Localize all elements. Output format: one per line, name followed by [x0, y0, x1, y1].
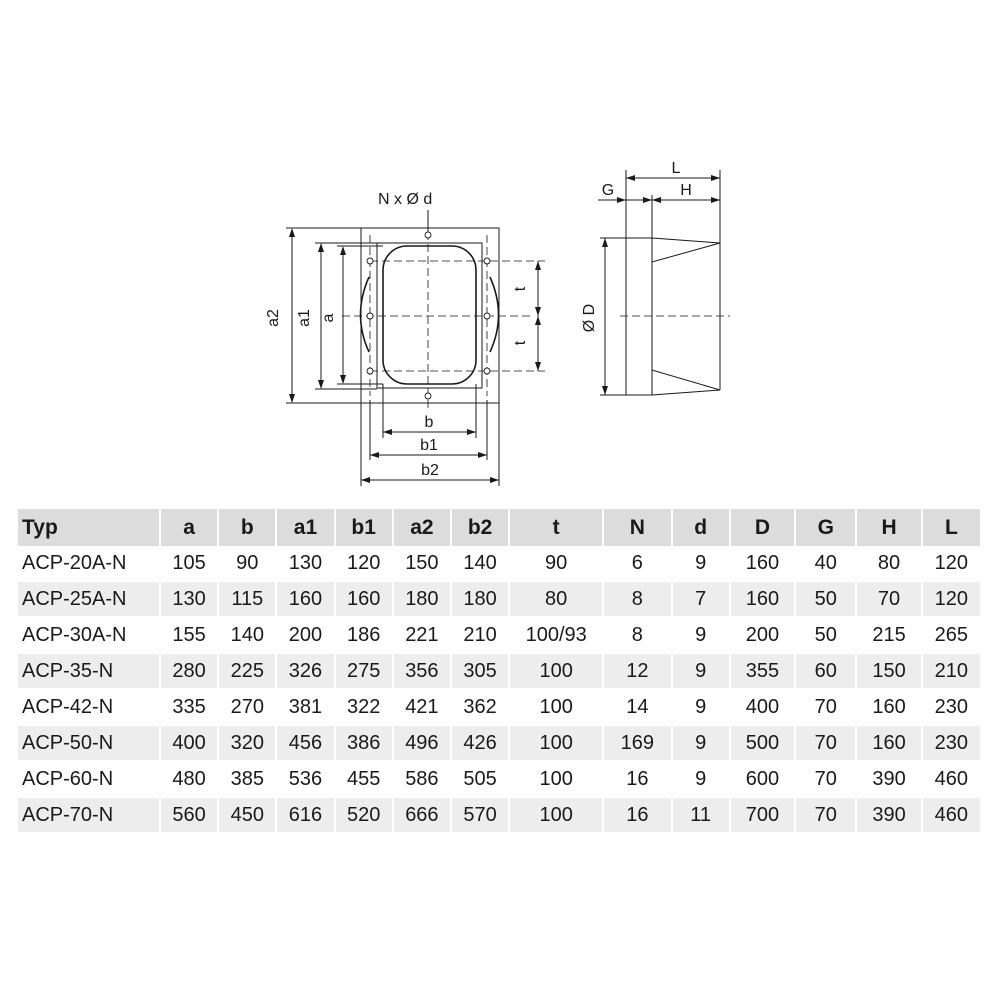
value-cell: 386	[336, 726, 394, 762]
value-cell: 80	[510, 582, 604, 618]
value-cell: 280	[161, 654, 219, 690]
value-cell: 169	[604, 726, 672, 762]
dimension-table	[18, 509, 980, 834]
value-cell: 100	[510, 654, 604, 690]
duct-outline	[383, 246, 476, 384]
column-header: a2	[394, 509, 452, 546]
value-cell: 9	[673, 654, 731, 690]
value-cell: 616	[277, 798, 335, 834]
value-cell: 140	[219, 618, 277, 654]
value-cell: 221	[394, 618, 452, 654]
value-cell: 400	[161, 726, 219, 762]
value-cell: 130	[161, 582, 219, 618]
value-cell: 50	[796, 582, 857, 618]
dimension-G	[598, 182, 652, 203]
value-cell: 186	[336, 618, 394, 654]
value-cell: 160	[277, 582, 335, 618]
value-cell: 100	[510, 798, 604, 834]
table-row	[18, 546, 980, 582]
value-cell: 100/93	[510, 618, 604, 654]
value-cell: 150	[394, 546, 452, 582]
value-cell: 9	[673, 618, 731, 654]
label-G: G	[601, 182, 615, 199]
column-header: b2	[452, 509, 510, 546]
value-cell: 320	[219, 726, 277, 762]
label-b1: b1	[420, 437, 438, 454]
value-cell: 390	[857, 762, 922, 798]
type-cell: ACP-60-N	[18, 762, 161, 798]
value-cell: 180	[394, 582, 452, 618]
value-cell: 8	[604, 618, 672, 654]
side-view	[581, 160, 730, 395]
value-cell: 456	[277, 726, 335, 762]
value-cell: 140	[452, 546, 510, 582]
value-cell: 426	[452, 726, 510, 762]
side-flange	[626, 238, 652, 395]
value-cell: 400	[731, 690, 796, 726]
value-cell: 500	[731, 726, 796, 762]
label-H: H	[680, 182, 692, 199]
type-cell: ACP-35-N	[18, 654, 161, 690]
table-row	[18, 762, 980, 798]
value-cell: 322	[336, 690, 394, 726]
value-cell: 520	[336, 798, 394, 834]
value-cell: 90	[219, 546, 277, 582]
value-cell: 536	[277, 762, 335, 798]
type-cell: ACP-70-N	[18, 798, 161, 834]
label-t-bottom: t	[512, 340, 529, 346]
table-body	[18, 546, 980, 834]
label-a: a	[320, 313, 337, 323]
value-cell: 105	[161, 546, 219, 582]
value-cell: 90	[510, 546, 604, 582]
value-cell: 421	[394, 690, 452, 726]
value-cell: 80	[857, 546, 922, 582]
value-cell: 16	[604, 762, 672, 798]
type-cell: ACP-50-N	[18, 726, 161, 762]
value-cell: 9	[673, 690, 731, 726]
value-cell: 560	[161, 798, 219, 834]
value-cell: 305	[452, 654, 510, 690]
value-cell: 270	[219, 690, 277, 726]
value-cell: 12	[604, 654, 672, 690]
value-cell: 356	[394, 654, 452, 690]
column-header: G	[796, 509, 857, 546]
label-L: L	[671, 160, 681, 177]
value-cell: 150	[857, 654, 922, 690]
value-cell: 455	[336, 762, 394, 798]
value-cell: 230	[923, 726, 980, 762]
label-a2: a2	[265, 309, 282, 327]
column-header: Typ	[18, 509, 161, 546]
type-cell: ACP-25A-N	[18, 582, 161, 618]
value-cell: 586	[394, 762, 452, 798]
value-cell: 215	[857, 618, 922, 654]
value-cell: 9	[673, 726, 731, 762]
value-cell: 275	[336, 654, 394, 690]
column-header: a	[161, 509, 219, 546]
value-cell: 120	[923, 582, 980, 618]
value-cell: 505	[452, 762, 510, 798]
table-row	[18, 654, 980, 690]
duct-arc-right	[490, 277, 499, 352]
value-cell: 666	[394, 798, 452, 834]
side-taper-bottom	[652, 370, 720, 395]
table-row	[18, 582, 980, 618]
value-cell: 200	[731, 618, 796, 654]
value-cell: 100	[510, 726, 604, 762]
table-row	[18, 798, 980, 834]
label-b2: b2	[421, 462, 439, 479]
column-header: N	[604, 509, 672, 546]
hole-callout: N x Ø d	[378, 191, 433, 208]
value-cell: 70	[857, 582, 922, 618]
value-cell: 160	[857, 690, 922, 726]
value-cell: 50	[796, 618, 857, 654]
column-header: d	[673, 509, 731, 546]
value-cell: 160	[857, 726, 922, 762]
value-cell: 70	[796, 690, 857, 726]
value-cell: 14	[604, 690, 672, 726]
column-header: D	[731, 509, 796, 546]
value-cell: 265	[923, 618, 980, 654]
value-cell: 496	[394, 726, 452, 762]
value-cell: 120	[336, 546, 394, 582]
value-cell: 160	[731, 582, 796, 618]
type-cell: ACP-42-N	[18, 690, 161, 726]
value-cell: 326	[277, 654, 335, 690]
label-b: b	[424, 414, 434, 431]
value-cell: 7	[673, 582, 731, 618]
value-cell: 40	[796, 546, 857, 582]
value-cell: 11	[673, 798, 731, 834]
table-row	[18, 618, 980, 654]
outer-flange	[361, 228, 499, 403]
value-cell: 70	[796, 762, 857, 798]
value-cell: 115	[219, 582, 277, 618]
value-cell: 100	[510, 762, 604, 798]
value-cell: 70	[796, 726, 857, 762]
value-cell: 180	[452, 582, 510, 618]
value-cell: 210	[923, 654, 980, 690]
column-header: a1	[277, 509, 335, 546]
value-cell: 700	[731, 798, 796, 834]
value-cell: 200	[277, 618, 335, 654]
column-header: b	[219, 509, 277, 546]
value-cell: 385	[219, 762, 277, 798]
table-row	[18, 726, 980, 762]
value-cell: 130	[277, 546, 335, 582]
dimension-D	[581, 238, 608, 395]
side-taper-top	[652, 238, 720, 262]
inner-opening	[377, 243, 482, 388]
label-t-top: t	[512, 286, 529, 292]
value-cell: 362	[452, 690, 510, 726]
value-cell: 9	[673, 546, 731, 582]
column-header: H	[857, 509, 922, 546]
value-cell: 210	[452, 618, 510, 654]
value-cell: 155	[161, 618, 219, 654]
value-cell: 570	[452, 798, 510, 834]
value-cell: 9	[673, 762, 731, 798]
label-a1: a1	[296, 309, 313, 327]
value-cell: 381	[277, 690, 335, 726]
value-cell: 230	[923, 690, 980, 726]
dimension-a2	[265, 228, 361, 403]
dimension-b	[383, 384, 476, 438]
table-header-row	[18, 509, 980, 546]
column-header: L	[923, 509, 980, 546]
column-header: t	[510, 509, 604, 546]
value-cell: 8	[604, 582, 672, 618]
value-cell: 120	[923, 546, 980, 582]
column-header: b1	[336, 509, 394, 546]
value-cell: 450	[219, 798, 277, 834]
value-cell: 70	[796, 798, 857, 834]
dimension-a	[320, 246, 383, 384]
value-cell: 460	[923, 762, 980, 798]
value-cell: 100	[510, 690, 604, 726]
table-row	[18, 690, 980, 726]
value-cell: 160	[336, 582, 394, 618]
value-cell: 480	[161, 762, 219, 798]
value-cell: 160	[731, 546, 796, 582]
value-cell: 600	[731, 762, 796, 798]
value-cell: 16	[604, 798, 672, 834]
value-cell: 6	[604, 546, 672, 582]
value-cell: 60	[796, 654, 857, 690]
dimension-H	[652, 182, 720, 203]
label-D: Ø D	[581, 303, 598, 333]
value-cell: 355	[731, 654, 796, 690]
value-cell: 225	[219, 654, 277, 690]
value-cell: 390	[857, 798, 922, 834]
value-cell: 460	[923, 798, 980, 834]
dimension-L	[626, 160, 720, 181]
front-view	[265, 191, 545, 486]
value-cell: 335	[161, 690, 219, 726]
type-cell: ACP-30A-N	[18, 618, 161, 654]
type-cell: ACP-20A-N	[18, 546, 161, 582]
